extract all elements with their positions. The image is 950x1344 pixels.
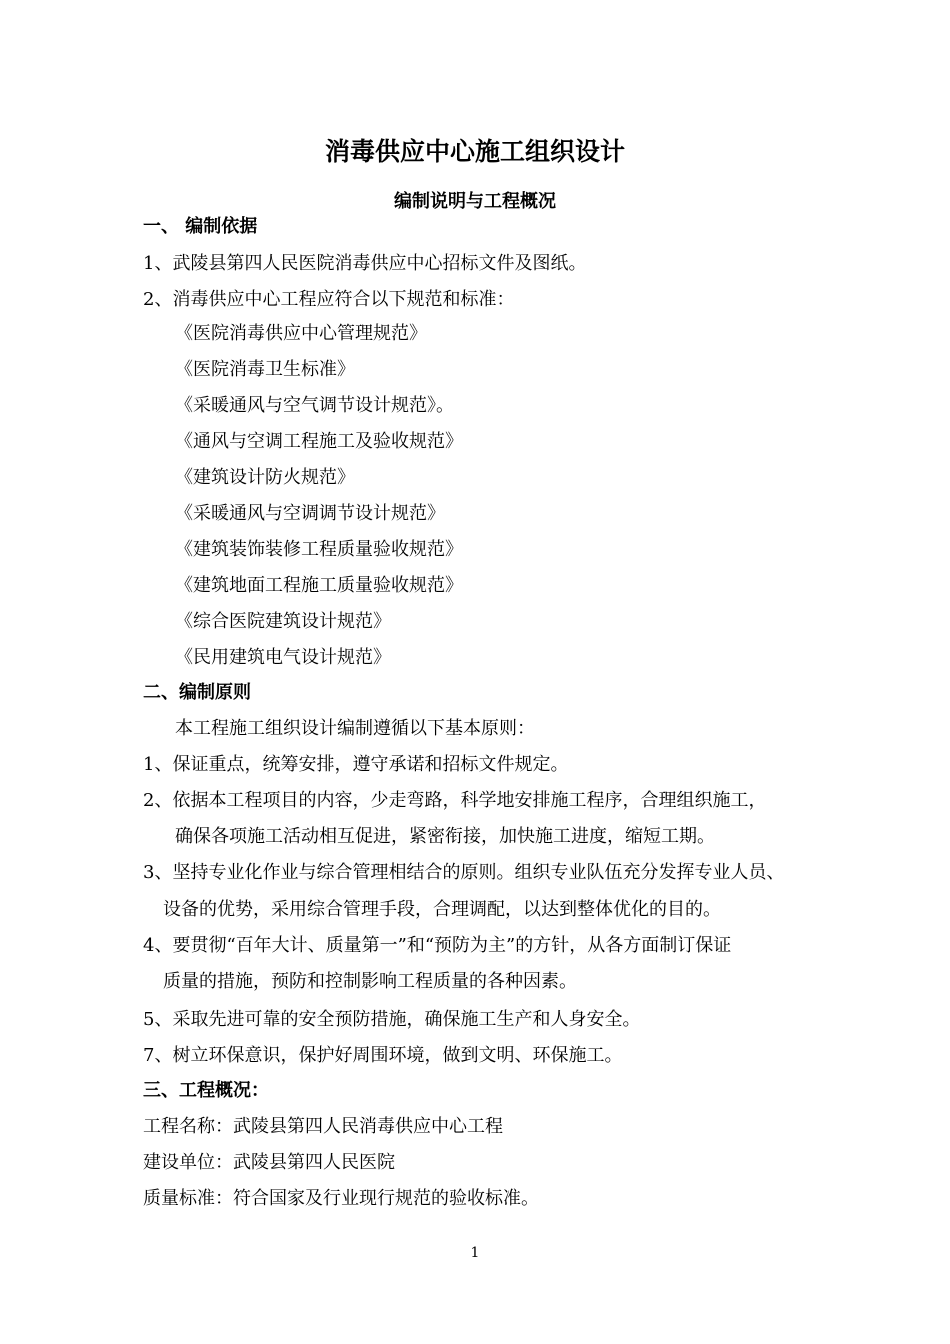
standard-item: 《建筑装饰装修工程质量验收规范》: [175, 539, 463, 560]
project-owner: 建设单位：武陵县第四人民医院: [143, 1152, 395, 1173]
principle-2-line-2: 确保各项施工活动相互促进，紧密衔接，加快施工进度，缩短工期。: [175, 826, 715, 847]
principle-3-line-1: 3、坚持专业化作业与综合管理相结合的原则。组织专业队伍充分发挥专业人员、: [143, 862, 785, 883]
basis-item-1: 1、武陵县第四人民医院消毒供应中心招标文件及图纸。: [143, 253, 587, 274]
document-subtitle: 编制说明与工程概况: [394, 191, 556, 212]
page-number: 1: [470, 1245, 480, 1261]
standard-item: 《采暖通风与空气调节设计规范》。: [175, 395, 454, 416]
principle-1: 1、保证重点，统筹安排，遵守承诺和招标文件规定。: [143, 754, 569, 775]
quality-standard: 质量标准：符合国家及行业现行规范的验收标准。: [143, 1188, 539, 1209]
standard-item: 《采暖通风与空调调节设计规范》: [175, 503, 445, 524]
principles-intro: 本工程施工组织设计编制遵循以下基本原则：: [175, 718, 535, 739]
standard-item: 《医院消毒卫生标准》: [175, 359, 355, 380]
principle-2-line-1: 2、依据本工程项目的内容，少走弯路，科学地安排施工程序，合理组织施工，: [143, 790, 767, 811]
standard-item: 《医院消毒供应中心管理规范》: [175, 323, 427, 344]
principle-5: 5、采取先进可靠的安全预防措施，确保施工生产和人身安全。: [143, 1009, 641, 1030]
principle-4-line-2: 质量的措施，预防和控制影响工程质量的各种因素。: [163, 971, 577, 992]
principle-7: 7、树立环保意识，保护好周围环境，做到文明、环保施工。: [143, 1045, 623, 1066]
basis-item-2: 2、消毒供应中心工程应符合以下规范和标准：: [143, 289, 515, 310]
principle-3-line-2: 设备的优势，采用综合管理手段，合理调配，以达到整体优化的目的。: [163, 899, 721, 920]
section-heading-principles: 二、编制原则: [143, 682, 251, 703]
principle-4-line-1: 4、要贯彻“百年大计、质量第一”和“预防为主”的方针，从各方面制订保证: [143, 935, 732, 956]
project-name: 工程名称：武陵县第四人民消毒供应中心工程: [143, 1116, 503, 1137]
standard-item: 《综合医院建筑设计规范》: [175, 611, 391, 632]
standard-item: 《建筑设计防火规范》: [175, 467, 355, 488]
document-title: 消毒供应中心施工组织设计: [324, 137, 625, 166]
section-heading-overview: 三、工程概况：: [143, 1080, 269, 1101]
standard-item: 《民用建筑电气设计规范》: [175, 647, 391, 668]
standard-item: 《建筑地面工程施工质量验收规范》: [175, 575, 463, 596]
standard-item: 《通风与空调工程施工及验收规范》: [175, 431, 463, 452]
section-heading-basis: 一、 编制依据: [143, 216, 258, 237]
